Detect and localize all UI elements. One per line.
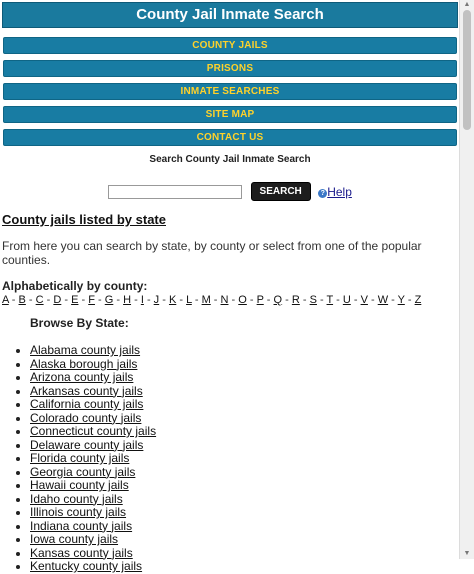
list-item <box>30 425 460 439</box>
state-link[interactable]: Alaska borough jails <box>30 356 138 371</box>
alphabet-link-o[interactable]: O <box>238 294 247 306</box>
nav-prisons[interactable]: PRISONS <box>3 60 457 77</box>
scroll-down-icon[interactable]: ▼ <box>463 550 471 557</box>
alphabet-separator: - <box>176 294 187 306</box>
alphabet-separator: - <box>333 294 343 306</box>
alphabet-separator: - <box>299 294 310 306</box>
alphabet-link-s[interactable]: S <box>309 294 317 306</box>
alphabet-separator: - <box>131 294 141 306</box>
list-item <box>30 398 460 412</box>
search-bar <box>0 182 460 202</box>
alphabet-link-r[interactable]: R <box>291 294 300 306</box>
scroll-thumb[interactable] <box>463 10 471 130</box>
section-title: County jails listed by state <box>2 212 166 227</box>
alphabet-link-h[interactable]: H <box>123 294 132 306</box>
state-link[interactable]: Kansas county jails <box>30 545 133 560</box>
alphabet-separator: - <box>367 294 378 306</box>
alphabet-link-g[interactable]: G <box>104 294 114 306</box>
state-link[interactable]: Kentucky county jails <box>30 559 143 573</box>
state-link[interactable]: Delaware county jails <box>30 437 144 452</box>
state-link[interactable]: Florida county jails <box>30 451 130 465</box>
nav-inmate-searches[interactable]: INMATE SEARCHES <box>3 83 457 100</box>
search-input[interactable] <box>108 185 242 199</box>
state-link[interactable]: Illinois county jails <box>30 505 127 519</box>
alphabet-separator: - <box>78 294 89 306</box>
alphabet-separator: - <box>61 294 72 306</box>
alphabet-link-e[interactable]: E <box>71 294 79 306</box>
alphabet-link-k[interactable]: K <box>168 294 177 306</box>
alphabet-link-u[interactable]: U <box>342 294 351 306</box>
list-item <box>30 452 460 466</box>
site-header <box>2 2 458 28</box>
list-item <box>30 533 460 547</box>
list-item <box>30 371 460 385</box>
state-link[interactable]: Iowa county jails <box>30 532 119 546</box>
state-link[interactable]: Hawaii county jails <box>30 478 129 492</box>
alphabet-separator: - <box>228 294 239 306</box>
alphabet-separator: - <box>263 294 274 306</box>
state-list <box>0 344 460 574</box>
alphabet-link-z[interactable]: Z <box>414 294 422 306</box>
alphabet-link-n[interactable]: N <box>220 294 229 306</box>
list-item <box>30 479 460 493</box>
alphabet-separator: - <box>25 294 36 306</box>
scroll-up-icon[interactable]: ▲ <box>463 1 471 8</box>
alphabet-separator: - <box>143 294 154 306</box>
alphabet-separator: - <box>113 294 124 306</box>
nav-contact-us[interactable]: CONTACT US <box>3 129 457 146</box>
alphabet-link-a[interactable]: A <box>2 294 9 306</box>
alphabet-separator: - <box>159 294 169 306</box>
site-title: County Jail Inmate Search <box>136 6 324 23</box>
state-link[interactable]: Idaho county jails <box>30 491 123 506</box>
nav-county-jails[interactable]: COUNTY JAILS <box>3 37 457 54</box>
alphabet-separator: - <box>316 294 327 306</box>
alphabet-link-d[interactable]: D <box>53 294 62 306</box>
state-link[interactable]: Arkansas county jails <box>30 383 143 398</box>
search-button[interactable]: SEARCH <box>251 182 311 201</box>
state-link[interactable]: Colorado county jails <box>30 410 142 425</box>
search-title: Search County Jail Inmate Search <box>149 154 311 165</box>
alphabet-title: Alphabetically by county: <box>2 279 148 293</box>
state-link[interactable]: Alabama county jails <box>30 343 141 357</box>
alphabet-link-p[interactable]: P <box>256 294 264 306</box>
alphabet-link-f[interactable]: F <box>88 294 95 306</box>
alphabet-separator: - <box>94 294 105 306</box>
alphabet-link-l[interactable]: L <box>186 294 192 306</box>
alphabet-link-v[interactable]: V <box>360 294 368 306</box>
alphabet-separator: - <box>210 294 221 306</box>
alphabet-separator: - <box>404 294 415 306</box>
list-item <box>30 358 460 372</box>
alphabet-link-t[interactable]: T <box>326 294 334 306</box>
scrollbar[interactable] <box>459 0 474 559</box>
help-link-wrap[interactable] <box>318 185 352 199</box>
state-link[interactable]: California county jails <box>30 397 144 411</box>
alphabet-links <box>2 294 460 306</box>
nav-site-map[interactable]: SITE MAP <box>3 106 457 123</box>
list-item <box>30 466 460 480</box>
alphabet-separator: - <box>8 294 19 306</box>
intro-text: From here you can search by state, by county or select from one of the popular counties. <box>2 239 422 267</box>
alphabet-link-y[interactable]: Y <box>397 294 405 306</box>
list-item <box>30 560 460 574</box>
alphabet-link-w[interactable]: W <box>377 294 389 306</box>
alphabet-separator: - <box>191 294 202 306</box>
list-item <box>30 385 460 399</box>
alphabet-link-q[interactable]: Q <box>273 294 283 306</box>
alphabet-separator: - <box>282 294 292 306</box>
alphabet-separator: - <box>350 294 361 306</box>
alphabet-link-b[interactable]: B <box>18 294 26 306</box>
list-item <box>30 506 460 520</box>
list-item <box>30 520 460 534</box>
list-item <box>30 547 460 561</box>
main-nav <box>0 37 460 146</box>
help-icon[interactable]: ? <box>318 189 327 198</box>
alphabet-separator: - <box>43 294 54 306</box>
alphabet-separator: - <box>388 294 398 306</box>
alphabet-link-j[interactable]: J <box>153 294 160 306</box>
list-item <box>30 344 460 358</box>
state-link[interactable]: Connecticut county jails <box>30 424 157 438</box>
list-item <box>30 412 460 426</box>
state-link[interactable]: Georgia county jails <box>30 464 136 479</box>
state-link[interactable]: Indiana county jails <box>30 518 133 533</box>
browse-title: Browse By State: <box>30 316 129 330</box>
state-link[interactable]: Arizona county jails <box>30 370 134 384</box>
help-link[interactable]: Help <box>327 184 352 199</box>
alphabet-separator: - <box>246 294 257 306</box>
list-item <box>30 493 460 507</box>
alphabet-link-i[interactable]: I <box>140 294 144 306</box>
alphabet-link-m[interactable]: M <box>201 294 211 306</box>
alphabet-link-c[interactable]: C <box>35 294 44 306</box>
list-item <box>30 439 460 453</box>
